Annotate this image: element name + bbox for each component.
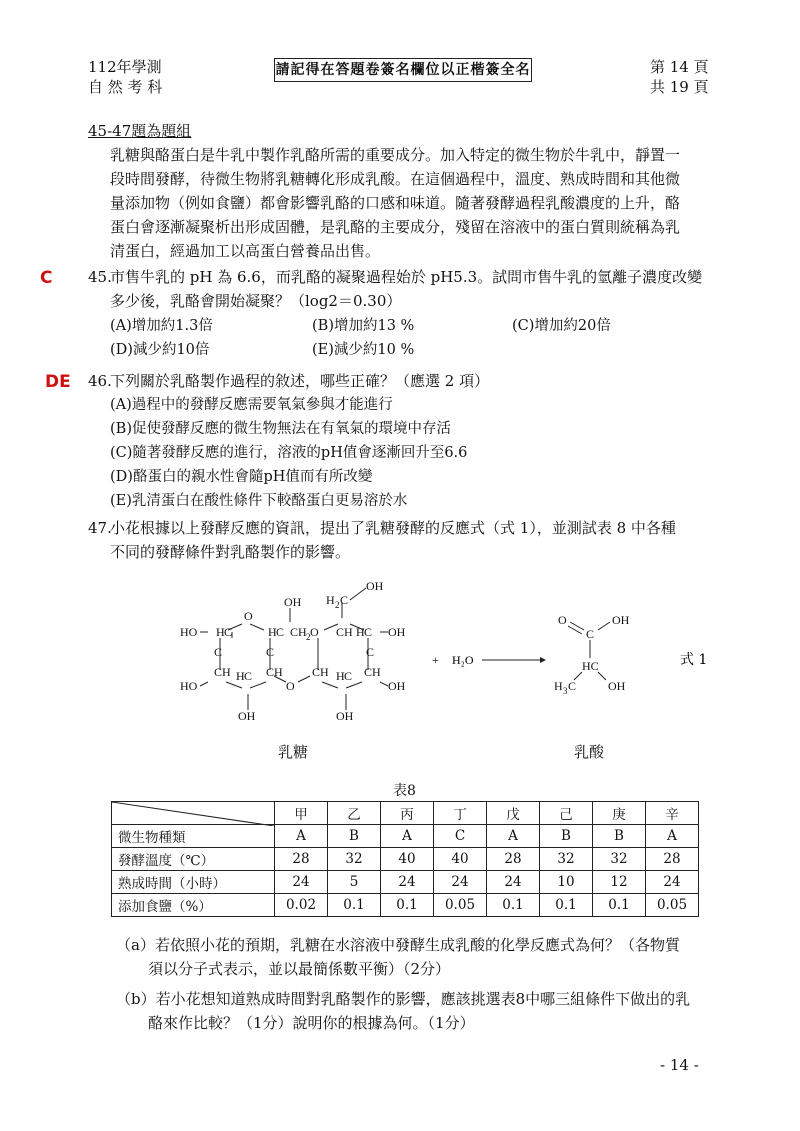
svg-text:C: C xyxy=(266,645,275,659)
svg-text:HO: HO xyxy=(180,625,198,639)
svg-text:OH: OH xyxy=(388,625,406,639)
intro-line: 乳糖與酪蛋白是牛乳中製作乳酪所需的重要成分。加入特定的微生物於牛乳中，靜置一 xyxy=(110,146,681,164)
exam-subject: 自 然 考 科 xyxy=(88,78,163,96)
svg-text:C: C xyxy=(276,625,285,639)
table-row xyxy=(112,848,699,871)
table-cell: 32 xyxy=(328,848,381,871)
svg-text:C: C xyxy=(586,627,595,641)
table-cell: 0.1 xyxy=(487,894,540,917)
table-cell: 28 xyxy=(646,848,699,871)
column-header: 辛 xyxy=(646,802,699,825)
svg-text:O: O xyxy=(310,625,319,639)
q47-sub-a-line: （a）若依照小花的預期，乳糖在水溶液中發酵生成乳酸的化學反應式為何？（各物質 xyxy=(116,936,680,954)
column-header: 己 xyxy=(540,802,593,825)
lactose-label: 乳糖 xyxy=(278,743,309,761)
reaction-arrowhead xyxy=(540,657,546,663)
q47-sub-b xyxy=(116,987,736,1035)
table-cell: 24 xyxy=(381,871,434,894)
svg-text:OH: OH xyxy=(612,613,630,627)
table-8 xyxy=(111,801,699,917)
q45-stem-line: 市售牛乳的 pH 為 6.6，而乳酪的凝聚過程始於 pH5.3。試問市售牛乳的氫離子濃度改變 xyxy=(110,268,703,286)
q46-stem: 下列關於乳酪製作過程的敘述，哪些正確？（應選 2 項） xyxy=(110,372,490,390)
table-cell: 5 xyxy=(328,871,381,894)
svg-text:OH: OH xyxy=(284,595,302,609)
svg-text:C: C xyxy=(224,625,233,639)
table-row xyxy=(112,894,699,917)
table-cell: C xyxy=(434,825,487,848)
column-header: 甲 xyxy=(275,802,328,825)
q45-option-a[interactable]: (A)增加約1.3倍 xyxy=(110,318,213,334)
svg-text:CH: CH xyxy=(364,665,381,679)
page-total: 共 19 頁 xyxy=(650,78,709,96)
svg-text:3: 3 xyxy=(563,686,568,696)
table-cell: B xyxy=(540,825,593,848)
table-corner-cell xyxy=(112,802,275,825)
lactic-acid-label: 乳酸 xyxy=(574,743,605,761)
svg-text:O: O xyxy=(286,679,295,693)
table-cell: 0.1 xyxy=(593,894,646,917)
row-header: 熟成時間（小時） xyxy=(112,871,275,894)
svg-text:OH: OH xyxy=(608,679,626,693)
svg-text:OH: OH xyxy=(388,679,406,693)
svg-text:OH: OH xyxy=(366,579,384,593)
group-title: 45-47題為題組 xyxy=(88,122,192,140)
table-row xyxy=(112,871,699,894)
svg-text:H: H xyxy=(336,669,345,683)
table-header-row xyxy=(112,802,699,825)
q47-sub-b-line: 酪來作比較？（1分）說明你的根據為何。（1分） xyxy=(148,1014,475,1032)
q46-option-a[interactable]: (A)過程中的發酵反應需要氧氣參與才能進行 xyxy=(110,397,393,413)
table-cell: 0.1 xyxy=(328,894,381,917)
svg-text:O: O xyxy=(244,609,253,623)
q47-sub-a xyxy=(116,933,736,981)
q45-option-c[interactable]: (C)增加約20倍 xyxy=(512,318,611,334)
svg-text:H: H xyxy=(326,593,335,607)
table-cell: B xyxy=(328,825,381,848)
svg-text:C: C xyxy=(340,593,349,607)
q46-option-c[interactable]: (C)隨著發酵反應的進行，溶液的pH值會逐漸回升至6.6 xyxy=(110,445,468,461)
svg-text:2: 2 xyxy=(335,600,340,610)
q45-stem-line: 多少後，乳酪會開始凝聚？（log2＝0.30） xyxy=(110,292,402,310)
svg-text:O: O xyxy=(558,613,567,627)
svg-text:H: H xyxy=(356,625,365,639)
table-cell: A xyxy=(487,825,540,848)
table-cell: A xyxy=(381,825,434,848)
table-cell: A xyxy=(646,825,699,848)
intro-paragraph xyxy=(110,143,720,263)
q47-stem xyxy=(110,516,730,564)
svg-text:C: C xyxy=(366,645,375,659)
svg-text:C: C xyxy=(214,645,223,659)
q46-option-d[interactable]: (D)酪蛋白的親水性會隨pH值而有所改變 xyxy=(110,469,373,485)
q47-sub-a-line: 須以分子式表示，並以最簡係數平衡）（2分） xyxy=(148,960,451,978)
table-cell: 10 xyxy=(540,871,593,894)
row-header: 微生物種類 xyxy=(112,825,275,848)
q45-option-e[interactable]: (E)減少約10 % xyxy=(312,342,415,358)
svg-text:C: C xyxy=(364,625,373,639)
page-footer: - 14 - xyxy=(660,1056,699,1074)
table-cell: 24 xyxy=(646,871,699,894)
column-header: 丙 xyxy=(381,802,434,825)
svg-text:C: C xyxy=(344,669,353,683)
table-cell: 28 xyxy=(487,848,540,871)
svg-text:CH: CH xyxy=(336,625,353,639)
svg-text:OH: OH xyxy=(336,709,354,723)
svg-text:OH: OH xyxy=(238,709,256,723)
table-cell: A xyxy=(275,825,328,848)
table-cell: 32 xyxy=(593,848,646,871)
reaction-equation-diagram xyxy=(170,572,730,732)
q45-stem xyxy=(110,265,730,313)
intro-line: 蛋白會逐漸凝聚析出形成固體，是乳酪的主要成分，殘留在溶液中的蛋白質則統稱為乳 xyxy=(110,218,681,236)
table-row xyxy=(112,825,699,848)
column-header: 丁 xyxy=(434,802,487,825)
q45-number: 45. xyxy=(88,268,112,286)
svg-text:HC: HC xyxy=(582,659,599,673)
intro-line: 量添加物（例如食鹽）都會影響乳酪的口感和味道。隨著發酵過程乳酸濃度的上升，酪 xyxy=(110,194,681,212)
q46-answer-mark: DE xyxy=(45,372,71,392)
q45-answer-mark: C xyxy=(40,268,53,288)
signature-notice: 請記得在答題卷簽名欄位以正楷簽全名 xyxy=(274,58,532,82)
q47-number: 47. xyxy=(88,519,112,537)
row-header: 發酵溫度（℃） xyxy=(112,848,275,871)
svg-text:CH: CH xyxy=(214,665,231,679)
table-cell: 0.1 xyxy=(381,894,434,917)
intro-line: 段時間發酵，待微生物將乳糖轉化形成乳酸。在這個過程中，溫度、熟成時間和其他微 xyxy=(110,170,681,188)
q47-stem-line: 小花根據以上發酵反應的資訊，提出了乳糖發酵的反應式（式 1），並測試表 8 中各種 xyxy=(110,519,676,537)
table-cell: 28 xyxy=(275,848,328,871)
table-cell: 32 xyxy=(540,848,593,871)
plus-sign: + xyxy=(432,653,439,667)
q45-option-b[interactable]: (B)增加約13 % xyxy=(312,318,415,334)
table-cell: 0.05 xyxy=(646,894,699,917)
table-cell: 0.1 xyxy=(540,894,593,917)
svg-text:CH: CH xyxy=(312,665,329,679)
table-cell: 0.02 xyxy=(275,894,328,917)
table-cell: 24 xyxy=(434,871,487,894)
water-formula: H₂O xyxy=(452,653,474,667)
table-cell: 40 xyxy=(434,848,487,871)
table-cell: 24 xyxy=(275,871,328,894)
svg-text:H: H xyxy=(236,669,245,683)
svg-text:H: H xyxy=(554,679,563,693)
svg-text:2: 2 xyxy=(306,632,311,642)
svg-text:CH: CH xyxy=(290,625,307,639)
equation-label: 式 1 xyxy=(680,652,708,668)
intro-line: 清蛋白，經過加工以高蛋白營養品出售。 xyxy=(110,242,381,260)
q45-option-d[interactable]: (D)減少約10倍 xyxy=(110,342,210,358)
svg-text:HO: HO xyxy=(180,679,198,693)
q46-option-b[interactable]: (B)促使發酵反應的微生物無法在有氧氣的環境中存活 xyxy=(110,421,451,437)
row-header: 添加食鹽（%） xyxy=(112,894,275,917)
page-number: 第 14 頁 xyxy=(650,58,709,76)
svg-text:C: C xyxy=(244,669,253,683)
table-cell: 24 xyxy=(487,871,540,894)
table-cell: 40 xyxy=(381,848,434,871)
table-cell: 0.05 xyxy=(434,894,487,917)
table-caption: 表8 xyxy=(393,783,416,799)
table-cell: B xyxy=(593,825,646,848)
svg-text:H: H xyxy=(268,625,277,639)
q46-option-e[interactable]: (E)乳清蛋白在酸性條件下較酪蛋白更易溶於水 xyxy=(110,493,408,509)
q46-number: 46. xyxy=(88,372,112,390)
lactose-atom-labels xyxy=(180,579,406,723)
table-cell: 12 xyxy=(593,871,646,894)
column-header: 庚 xyxy=(593,802,646,825)
svg-text:CH: CH xyxy=(266,665,283,679)
column-header: 戊 xyxy=(487,802,540,825)
diagonal-line xyxy=(112,802,274,826)
q47-sub-b-line: （b）若小花想知道熟成時間對乳酪製作的影響，應該挑選表8中哪三組條件下做出的乳 xyxy=(116,990,691,1008)
svg-text:C: C xyxy=(568,679,577,693)
lactic-acid-atom-labels xyxy=(554,613,630,696)
svg-text:H: H xyxy=(216,625,225,639)
column-header: 乙 xyxy=(328,802,381,825)
exam-year: 112年學測 xyxy=(88,58,162,76)
q47-stem-line: 不同的發酵條件對乳酪製作的影響。 xyxy=(110,543,351,561)
